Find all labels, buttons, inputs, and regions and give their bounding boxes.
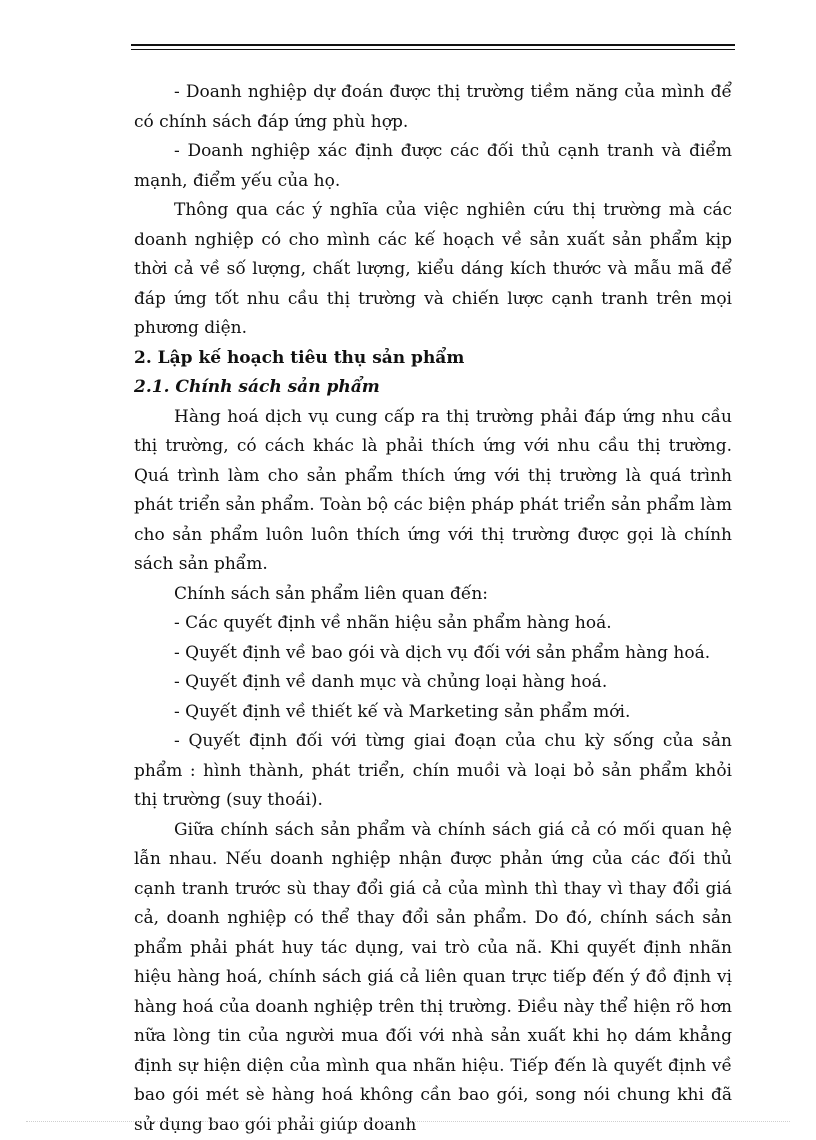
paragraph: Chính sách sản phẩm liên quan đến: <box>134 580 732 610</box>
paragraph: - Doanh nghiệp dự đoán được thị trường tiềm năng của mình để có chính sách đáp ứng phù hợp. <box>134 78 732 137</box>
paragraph: - Doanh nghiệp xác định được các đối thủ cạnh tranh và điểm mạnh, điểm yếu của họ. <box>134 137 732 196</box>
subsection-heading: 2.1. Chính sách sản phẩm <box>134 373 732 403</box>
list-item: - Các quyết định về nhãn hiệu sản phẩm hàng hoá. <box>134 609 732 639</box>
list-item: - Quyết định về thiết kế và Marketing sản phẩm mới. <box>134 698 732 728</box>
section-heading: 2. Lập kế hoạch tiêu thụ sản phẩm <box>134 344 732 374</box>
header-rule <box>131 44 735 50</box>
paragraph: Hàng hoá dịch vụ cung cấp ra thị trường phải đáp ứng nhu cầu thị trường, có cách khác là phải thích ứng với nhu cầu thị trường. Quá trình làm cho sản phẩm thích ứng với thị trường là quá trình phát triển sản phẩm. Toàn bộ các biện pháp phát triển sản phẩm làm cho sản phẩm luôn luôn thích ứng với thị trường được gọi là chính sách sản phẩm. <box>134 403 732 580</box>
document-body <box>134 78 732 1140</box>
footer-rule <box>26 1121 790 1122</box>
list-item: - Quyết định về bao gói và dịch vụ đối với sản phẩm hàng hoá. <box>134 639 732 669</box>
paragraph: Giữa chính sách sản phẩm và chính sách giá cả có mối quan hệ lẫn nhau. Nếu doanh nghiệp nhận được phản ứng của các đối thủ cạnh tranh trước sù thay đổi giá cả của mình thì thay vì thay đổi giá cả, doanh nghiệp có thể thay đổi sản phẩm. Do đó, chính sách sản phẩm phải phát huy tác dụng, vai trò của nã. Khi quyết định nhãn hiệu hàng hoá, chính sách giá cả liên quan trực tiếp đến ý đồ định vị hàng hoá của doanh nghiệp trên thị trường. Điều này thể hiện rõ hơn nữa lòng tin của người mua đối với nhà sản xuất khi họ dám khẳng định sự hiện diện của mình qua nhãn hiệu. Tiếp đến là quyết định về bao gói mét sè hàng hoá không cần bao gói, song nói chung khi đã sử dụng bao gói phải giúp doanh <box>134 816 732 1140</box>
list-item: - Quyết định về danh mục và chủng loại hàng hoá. <box>134 668 732 698</box>
list-item: - Quyết định đối với từng giai đoạn của chu kỳ sống của sản phẩm : hình thành, phát triển, chín muồi và loại bỏ sản phẩm khỏi thị trường (suy thoái). <box>134 727 732 816</box>
paragraph: Thông qua các ý nghĩa của việc nghiên cứu thị trường mà các doanh nghiệp có cho mình các kế hoạch về sản xuất sản phẩm kịp thời cả về số lượng, chất lượng, kiểu dáng kích thước và mẫu mã để đáp ứng tốt nhu cầu thị trường và chiến lược cạnh tranh trên mọi phương diện. <box>134 196 732 344</box>
